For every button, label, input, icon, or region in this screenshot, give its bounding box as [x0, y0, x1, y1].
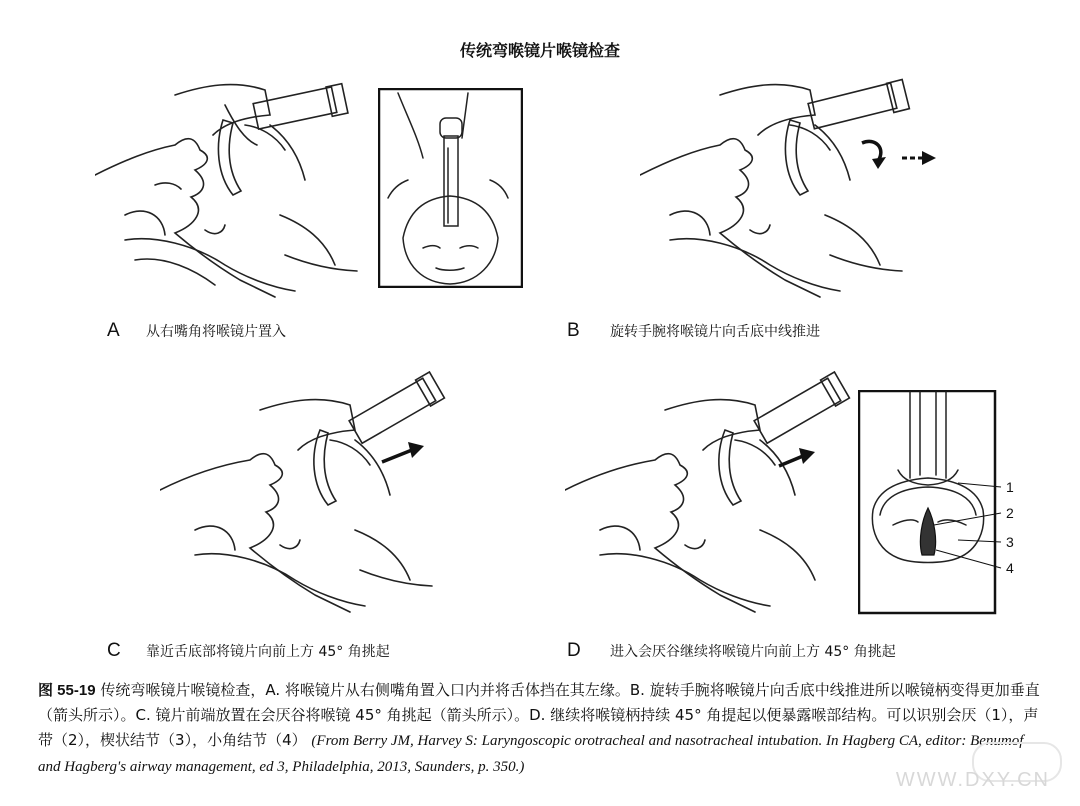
panel-a-letter: A: [107, 320, 120, 341]
laryngeal-view-inset: [858, 390, 1048, 615]
frontal-view-inset: [378, 88, 523, 288]
figure-reference: (From Berry JM, Harvey S: Laryngoscopic orotracheal and nasotracheal intubation. In Hagberg CA, editor: Benumof and Hagberg's airway management, ed 3, Philadelphia, 2013, Saunders, p. 350.): [38, 733, 1024, 775]
laryngoscope-lift-drawing: [160, 370, 460, 620]
lift-arrow-icon: [779, 448, 815, 466]
watermark-text: WWW.DXY.CN: [895, 769, 1050, 791]
panel-c-letter: C: [107, 640, 121, 661]
figure-number: 图 55-19: [38, 682, 96, 699]
panel-a-illustration: [95, 65, 365, 305]
laryngoscope-exposure-drawing: [565, 370, 855, 620]
panel-c-caption: 靠近舌底部将镜片向前上方 45° 角挑起: [146, 644, 390, 660]
panel-b-letter: B: [567, 320, 580, 341]
rotation-arrow-icon: [862, 141, 881, 161]
label-epiglottis: 1: [1006, 479, 1014, 495]
figure-caption-text: 传统弯喉镜片喉镜检查，A. 将喉镜片从右侧嘴角置入口内并将舌体挡在其左缘。B. 旋转手腕将喉镜片向舌底中线推进所以喉镜柄变得更加垂直（箭头所示）。C. 镜片前端放置在会厌谷将喉镜 45° 角挑起（箭头所示）。D. 继续将喉镜柄持续 45° 角提起以便暴露喉部结构。可以识别会厌（1），声带（2），楔状结节（3），小角结节（4）: [38, 681, 1040, 749]
panel-d-caption: 进入会厌谷继续将喉镜片向前上方 45° 角挑起: [610, 644, 896, 660]
panel-b-caption: 旋转手腕将喉镜片向舌底中线推进: [610, 324, 820, 340]
figure-title: 传统弯喉镜片喉镜检查: [459, 41, 620, 60]
panel-d-illustration: [565, 370, 855, 620]
figure-caption: [38, 678, 1048, 780]
laryngoscope-insertion-drawing: [95, 65, 365, 305]
label-vocal-cords: 2: [1006, 505, 1014, 521]
panel-b-illustration: [640, 65, 950, 305]
advance-arrow-icon: [902, 151, 936, 165]
lift-arrow-icon: [382, 442, 424, 462]
label-corniculate-tubercle: 4: [1006, 560, 1014, 576]
panel-c-illustration: [160, 370, 460, 620]
panel-a-caption: 从右嘴角将喉镜片置入: [146, 324, 286, 340]
rotation-arrowhead-icon: [872, 157, 886, 169]
label-cuneiform-tubercle: 3: [1006, 534, 1014, 550]
panel-d-letter: D: [567, 640, 581, 661]
laryngoscope-rotation-drawing: [640, 65, 950, 305]
